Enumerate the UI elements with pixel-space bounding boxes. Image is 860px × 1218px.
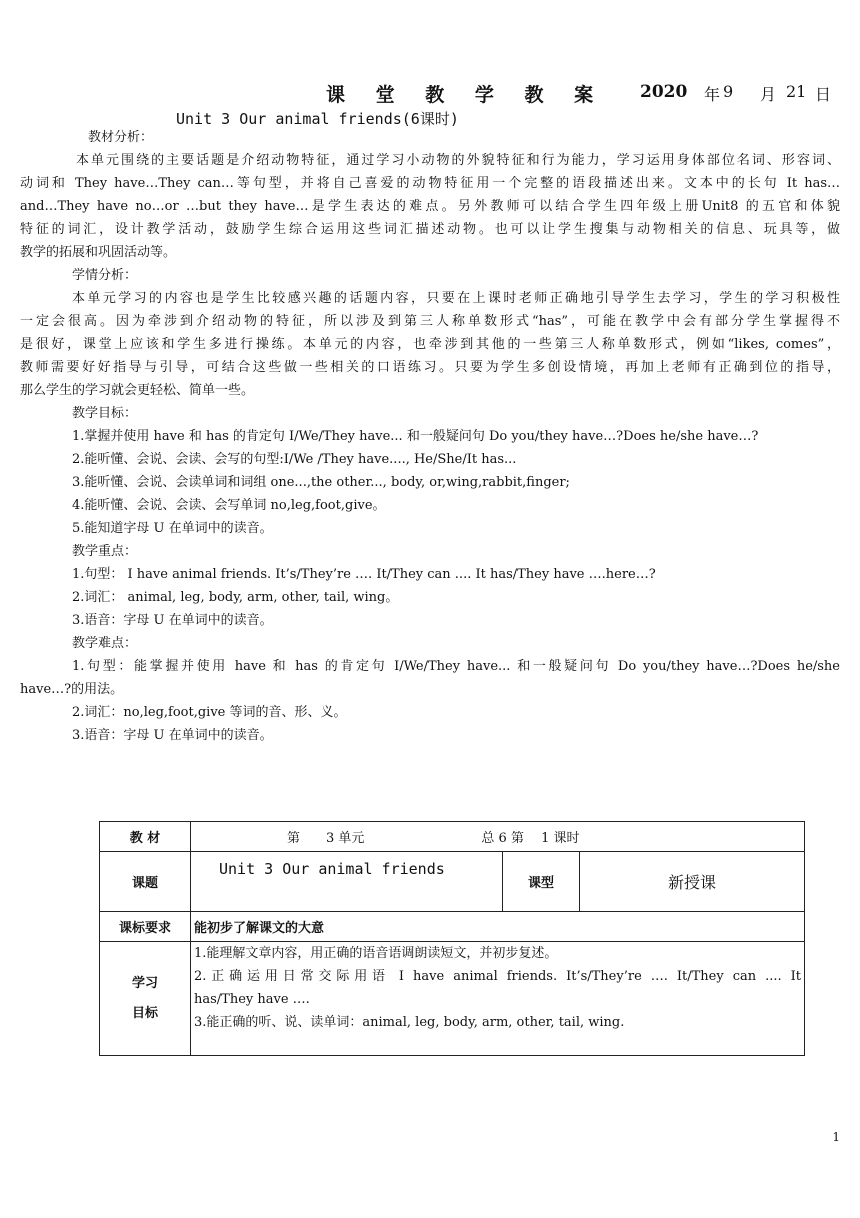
text-line: 3.语音：字母 U 在单词中的读音。 bbox=[72, 613, 273, 628]
text-line: 本单元学习的内容也是学生比较感兴趣的话题内容，只要在上课时老师正确地引导学生去学习，学生的学习积极性 bbox=[72, 291, 840, 306]
text-line: 教学的拓展和巩固活动等。 bbox=[20, 245, 177, 260]
text-line: 1.句型： I have animal friends. It’s/They’re …. It/They can .... It has/They have ….here…? bbox=[72, 567, 656, 582]
text-line: 一定会很高。因为牵涉到介绍动物的特征，所以涉及到第三人称单数形式“has”，可能在教学中会有部分学生掌握得不 bbox=[20, 314, 840, 329]
table-label bbox=[100, 942, 191, 1056]
page-number: 1 bbox=[832, 1130, 840, 1144]
date-year: 2020 bbox=[640, 82, 688, 102]
date-day-mark: 日 bbox=[815, 85, 832, 104]
date-day: 21 bbox=[786, 82, 807, 101]
learning-goals bbox=[191, 942, 805, 1056]
table-value: 第 3 单元 总 6 第 1 课时 bbox=[191, 822, 805, 852]
table-label: 课题 bbox=[100, 852, 191, 912]
table-row bbox=[100, 852, 805, 912]
goal-line: has/They have …. bbox=[194, 992, 310, 1007]
date-month-mark: 月 bbox=[760, 85, 777, 104]
lesson-topic: Unit 3 Our animal friends bbox=[191, 852, 503, 912]
table-label: 课型 bbox=[503, 852, 580, 912]
table-value: 能初步了解课文的大意 bbox=[191, 912, 805, 942]
text-line: 3.语音：字母 U 在单词中的读音。 bbox=[72, 728, 273, 743]
goal-line: 3.能正确的听、说、读单词：animal, leg, body, arm, other, tail, wing. bbox=[194, 1015, 625, 1030]
goal-line: 1.能理解文章内容，用正确的语音语调朗读短文，并初步复述。 bbox=[194, 946, 558, 961]
lesson-type: 新授课 bbox=[580, 852, 805, 912]
text-line: 是很好，课堂上应该和学生多进行操练。本单元的内容，也牵涉到其他的一些第三人称单数形式，例如“likes, comes”， bbox=[20, 337, 840, 352]
text-line: 本单元围绕的主要话题是介绍动物特征，通过学习小动物的外貌特征和行为能力，学习运用身体部位名词、形容词、 bbox=[76, 153, 840, 168]
unit-title: Unit 3 Our animal friends(6课时) bbox=[176, 110, 459, 128]
section-heading: 学情分析： bbox=[72, 268, 138, 283]
section-heading: 教学重点： bbox=[72, 544, 138, 559]
text-line: have…?的用法。 bbox=[20, 682, 124, 697]
page-title: 课 堂 教 学 教 案 bbox=[326, 84, 606, 106]
table-label: 教 材 bbox=[100, 822, 191, 852]
section-heading: 教材分析： bbox=[88, 130, 154, 145]
text-line: 1.句型：能掌握并使用 have 和 has 的肯定句 I/We/They have... 和一般疑问句 Do you/they have…?Does he/she bbox=[72, 659, 840, 674]
goal-line: 2.正确运用日常交际用语 I have animal friends. It’s/They’re …. It/They can .... It bbox=[194, 969, 801, 984]
text-line: 教师需要好好指导与引导，可结合这些做一些相关的口语练习。只要为学生多创设情境，再加上老师有正确到位的指导， bbox=[20, 360, 840, 375]
section-heading: 教学目标： bbox=[72, 406, 138, 421]
text-line: 2.词汇： animal, leg, body, arm, other, tail, wing。 bbox=[72, 590, 399, 605]
text-line: 1.掌握并使用 have 和 has 的肯定句 I/We/They have... 和一般疑问句 Do you/they have…?Does he/she have…? bbox=[72, 429, 759, 444]
text-line: 4.能听懂、会说、会读、会写单词 no,leg,foot,give。 bbox=[72, 498, 386, 513]
table-label-line: 学习 bbox=[131, 975, 158, 991]
date-month: 9 bbox=[723, 82, 734, 101]
table-row bbox=[100, 822, 805, 852]
date-year-mark: 年 bbox=[704, 85, 721, 104]
text-line: 3.能听懂、会说、会读单词和词组 one...,the other..., body, or,wing,rabbit,finger; bbox=[72, 475, 570, 490]
text-line: 特征的词汇，设计教学活动，鼓励学生综合运用这些词汇描述动物。也可以让学生搜集与动物相关的信息、玩具等，做 bbox=[20, 222, 840, 237]
text-line: 2.词汇：no,leg,foot,give 等词的音、形、义。 bbox=[72, 705, 347, 720]
text-line: 动词和 They have…They can…等句型，并将自己喜爱的动物特征用一个完整的语段描述出来。文本中的长句 It has… bbox=[20, 176, 840, 191]
table-label: 课标要求 bbox=[100, 912, 191, 942]
text-line: 5.能知道字母 U 在单词中的读音。 bbox=[72, 521, 273, 536]
text-line: 那么学生的学习就会更轻松、简单一些。 bbox=[20, 383, 255, 398]
table-row bbox=[100, 912, 805, 942]
text-line: 2.能听懂、会说、会读、会写的句型:I/We /They have...., He/She/It has... bbox=[72, 452, 517, 467]
lesson-table bbox=[99, 821, 805, 1056]
section-heading: 教学难点： bbox=[72, 636, 138, 651]
text-line: and…They have no…or …but they have…是学生表达的难点。另外教师可以结合学生四年级上册Unit8 的五官和体貌 bbox=[20, 199, 840, 214]
table-label-line: 目标 bbox=[131, 1005, 158, 1021]
table-row bbox=[100, 942, 805, 1056]
